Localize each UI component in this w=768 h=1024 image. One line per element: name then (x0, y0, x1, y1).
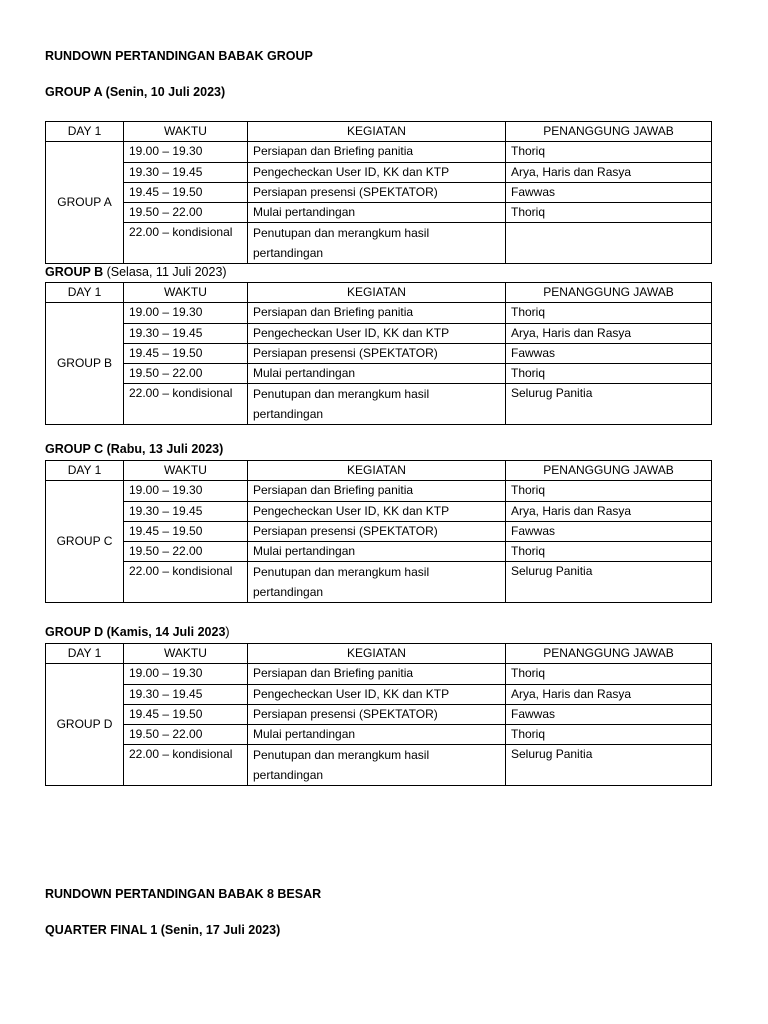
table-row (46, 562, 712, 603)
pj-cell (506, 223, 712, 264)
kegiatan-cell: Mulai pertandingan (248, 364, 506, 384)
table-row (46, 384, 712, 425)
table-row (46, 481, 712, 501)
header-day: DAY 1 (46, 283, 124, 303)
kegiatan-cell: Persiapan presensi (SPEKTATOR) (248, 182, 506, 202)
header-waktu: WAKTU (124, 283, 248, 303)
group-d-table (45, 643, 712, 786)
group-c-table (45, 460, 712, 603)
kegiatan-cell: Persiapan dan Briefing panitia (248, 481, 506, 501)
table-header-row (46, 283, 712, 303)
group-d-caption-rest: ) (225, 625, 230, 639)
group-b-caption-rest: (Selasa, 11 Juli 2023) (103, 265, 227, 279)
pj-cell: Arya, Haris dan Rasya (506, 323, 712, 343)
kegiatan-cell: Persiapan presensi (SPEKTATOR) (248, 704, 506, 724)
pj-cell: Thoriq (506, 303, 712, 323)
pj-cell: Fawwas (506, 521, 712, 541)
waktu-cell: 19.00 – 19.30 (124, 664, 248, 684)
header-day: DAY 1 (46, 461, 124, 481)
group-d-caption-bold: GROUP D (Kamis, 14 Juli 2023 (45, 625, 226, 639)
group-cell: GROUP A (46, 142, 124, 264)
pj-cell: Thoriq (506, 542, 712, 562)
group-a-caption-bold: GROUP A (Senin, 10 Juli 2023) (45, 85, 226, 99)
pj-cell: Arya, Haris dan Rasya (506, 684, 712, 704)
kegiatan-cell: Persiapan presensi (SPEKTATOR) (248, 343, 506, 363)
table-row (46, 521, 712, 541)
pj-cell: Thoriq (506, 481, 712, 501)
kegiatan-cell: Mulai pertandingan (248, 725, 506, 745)
table-row (46, 704, 712, 724)
kegiatan-cell: Persiapan dan Briefing panitia (248, 142, 506, 162)
group-c-caption (45, 442, 223, 456)
waktu-cell: 22.00 – kondisional (124, 562, 248, 603)
pj-cell: Thoriq (506, 142, 712, 162)
table-header-row (46, 122, 712, 142)
pj-cell: Selurug Panitia (506, 562, 712, 603)
waktu-cell: 19.00 – 19.30 (124, 481, 248, 501)
table-row (46, 664, 712, 684)
kegiatan-cell: Persiapan presensi (SPEKTATOR) (248, 521, 506, 541)
waktu-cell: 19.50 – 22.00 (124, 203, 248, 223)
pj-cell: Thoriq (506, 364, 712, 384)
group-cell: GROUP B (46, 303, 124, 425)
header-penanggung-jawab: PENANGGUNG JAWAB (506, 461, 712, 481)
table-row (46, 364, 712, 384)
table-row (46, 725, 712, 745)
kegiatan-cell: Penutupan dan merangkum hasil pertandingan (248, 223, 506, 264)
group-cell: GROUP C (46, 481, 124, 603)
table-row (46, 323, 712, 343)
waktu-cell: 19.30 – 19.45 (124, 684, 248, 704)
page-title: RUNDOWN PERTANDINGAN BABAK GROUP (45, 49, 313, 63)
pj-cell: Thoriq (506, 725, 712, 745)
waktu-cell: 19.30 – 19.45 (124, 162, 248, 182)
section2-title: RUNDOWN PERTANDINGAN BABAK 8 BESAR (45, 887, 322, 901)
table-row (46, 223, 712, 264)
pj-cell: Selurug Panitia (506, 745, 712, 786)
header-penanggung-jawab: PENANGGUNG JAWAB (506, 122, 712, 142)
header-waktu: WAKTU (124, 122, 248, 142)
waktu-cell: 19.30 – 19.45 (124, 501, 248, 521)
waktu-cell: 19.50 – 22.00 (124, 725, 248, 745)
group-b-table (45, 282, 712, 425)
pj-cell: Thoriq (506, 203, 712, 223)
group-b-caption-bold: GROUP B (45, 265, 104, 279)
pj-cell: Arya, Haris dan Rasya (506, 501, 712, 521)
table-row (46, 182, 712, 202)
group-cell: GROUP D (46, 664, 124, 786)
table-row (46, 542, 712, 562)
pj-cell: Fawwas (506, 343, 712, 363)
kegiatan-cell: Pengecheckan User ID, KK dan KTP (248, 501, 506, 521)
header-day: DAY 1 (46, 644, 124, 664)
header-kegiatan: KEGIATAN (248, 122, 506, 142)
table-row (46, 303, 712, 323)
waktu-cell: 22.00 – kondisional (124, 223, 248, 264)
waktu-cell: 19.00 – 19.30 (124, 303, 248, 323)
kegiatan-cell: Penutupan dan merangkum hasil pertandingan (248, 562, 506, 603)
waktu-cell: 22.00 – kondisional (124, 745, 248, 786)
kegiatan-cell: Mulai pertandingan (248, 203, 506, 223)
kegiatan-cell: Pengecheckan User ID, KK dan KTP (248, 162, 506, 182)
table-row (46, 745, 712, 786)
group-c-caption-bold: GROUP C (Rabu, 13 Juli 2023) (45, 442, 224, 456)
group-a-caption (45, 85, 225, 99)
pj-cell: Thoriq (506, 664, 712, 684)
header-kegiatan: KEGIATAN (248, 644, 506, 664)
kegiatan-cell: Mulai pertandingan (248, 542, 506, 562)
kegiatan-cell: Penutupan dan merangkum hasil pertandingan (248, 384, 506, 425)
group-b-caption (45, 265, 227, 279)
table-row (46, 162, 712, 182)
waktu-cell: 19.50 – 22.00 (124, 364, 248, 384)
group-d-caption (45, 625, 230, 639)
kegiatan-cell: Pengecheckan User ID, KK dan KTP (248, 684, 506, 704)
header-penanggung-jawab: PENANGGUNG JAWAB (506, 283, 712, 303)
header-waktu: WAKTU (124, 461, 248, 481)
header-kegiatan: KEGIATAN (248, 461, 506, 481)
waktu-cell: 19.45 – 19.50 (124, 182, 248, 202)
header-kegiatan: KEGIATAN (248, 283, 506, 303)
kegiatan-cell: Persiapan dan Briefing panitia (248, 664, 506, 684)
header-penanggung-jawab: PENANGGUNG JAWAB (506, 644, 712, 664)
waktu-cell: 19.45 – 19.50 (124, 343, 248, 363)
table-row (46, 142, 712, 162)
table-row (46, 343, 712, 363)
kegiatan-cell: Pengecheckan User ID, KK dan KTP (248, 323, 506, 343)
kegiatan-cell: Penutupan dan merangkum hasil pertandingan (248, 745, 506, 786)
pj-cell: Fawwas (506, 182, 712, 202)
waktu-cell: 19.50 – 22.00 (124, 542, 248, 562)
kegiatan-cell: Persiapan dan Briefing panitia (248, 303, 506, 323)
waktu-cell: 19.45 – 19.50 (124, 704, 248, 724)
pj-cell: Arya, Haris dan Rasya (506, 162, 712, 182)
table-row (46, 684, 712, 704)
table-row (46, 203, 712, 223)
header-waktu: WAKTU (124, 644, 248, 664)
waktu-cell: 19.45 – 19.50 (124, 521, 248, 541)
header-day: DAY 1 (46, 122, 124, 142)
waktu-cell: 22.00 – kondisional (124, 384, 248, 425)
group-a-table (45, 121, 712, 264)
pj-cell: Fawwas (506, 704, 712, 724)
table-header-row (46, 461, 712, 481)
quarter-final-caption: QUARTER FINAL 1 (Senin, 17 Juli 2023) (45, 923, 281, 937)
waktu-cell: 19.30 – 19.45 (124, 323, 248, 343)
table-row (46, 501, 712, 521)
waktu-cell: 19.00 – 19.30 (124, 142, 248, 162)
table-header-row (46, 644, 712, 664)
pj-cell: Selurug Panitia (506, 384, 712, 425)
